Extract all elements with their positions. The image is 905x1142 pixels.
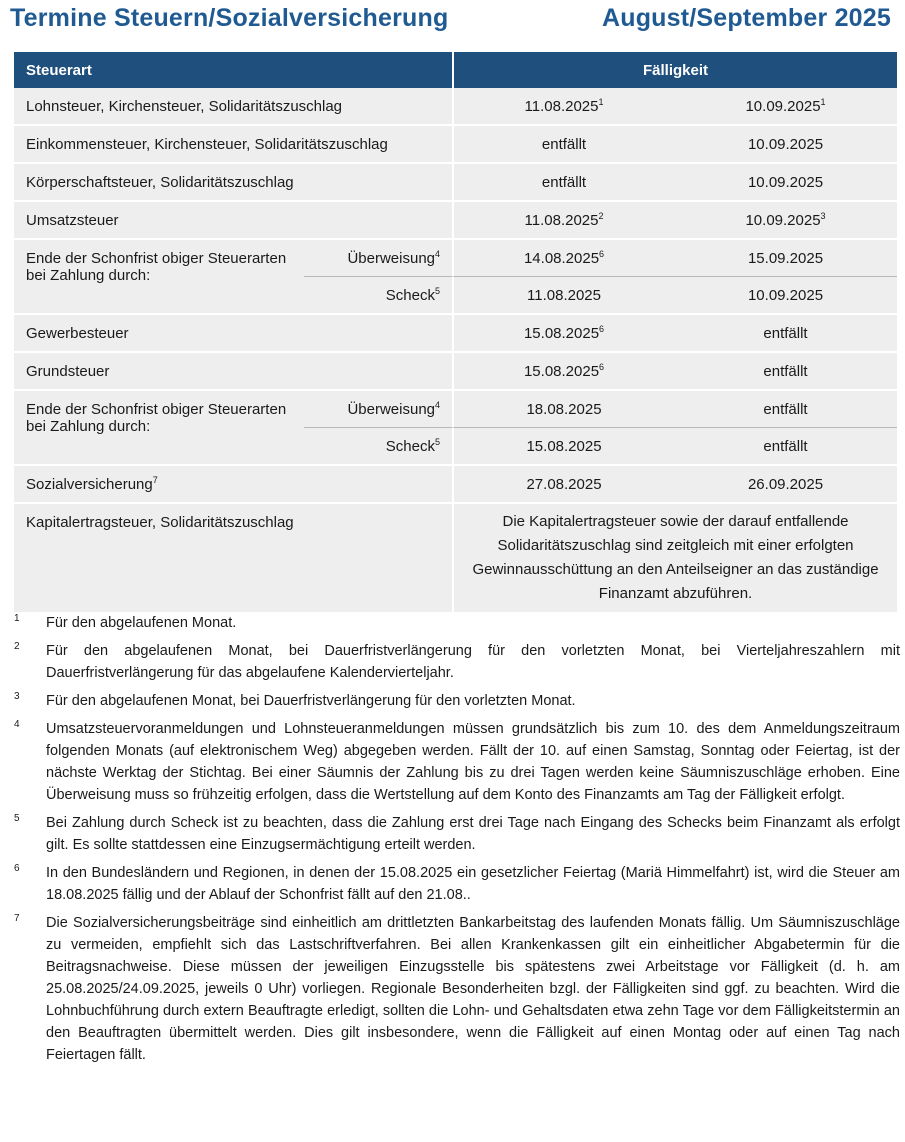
date-august: 14.08.2025$^6$: [452, 240, 674, 277]
header-steuerart: Steuerart: [14, 52, 452, 88]
table-row: [14, 391, 897, 428]
scheck-label: Scheck$^5$: [304, 277, 452, 315]
date-august: 15.08.2025: [452, 428, 674, 466]
table-row: [14, 240, 897, 277]
date-september: entfällt: [674, 391, 897, 428]
footnote-number: 2: [14, 641, 20, 652]
date-august: 27.08.2025: [452, 466, 674, 504]
kapital-note: Die Kapitalertragsteuer sowie der darauf entfallende Solidaritätszuschlag sind zeitgleich mit einer erfolgten Gewinnausschüttung an den Anteilseigner an das zuständige Finanzamt abzuführen.: [452, 504, 897, 614]
footnote-number: 5: [14, 813, 20, 824]
footnote-number: 4: [14, 719, 20, 730]
date-september: 10.09.2025: [674, 164, 897, 202]
date-september: entfällt: [674, 315, 897, 353]
date-august: 15.08.2025$^6$: [452, 353, 674, 391]
date-august: entfällt: [452, 126, 674, 164]
table-row: [14, 315, 897, 353]
footnote-number: 6: [14, 863, 20, 874]
scheck-label: Scheck$^5$: [304, 428, 452, 466]
footnote-text: Umsatzsteuervoranmeldungen und Lohnsteueranmeldungen müssen grundsätzlich bis zum 10. des dem Anmeldungszeitraum folgenden Monats (auf elektronischem Weg) abgegeben werden. Fällt der 10. auf einen Samstag, Sonntag oder Feiertag, ist der nächste Werktag der Stichtag. Bei einer Säumnis der Zahlung bis zu drei Tagen werden keine Säumniszuschläge erhoben. Eine Überweisung muss so frühzeitig erfolgen, dass die Wertstellung auf dem Konto des Finanzamts am Tag der Fälligkeit erfolgt.: [46, 721, 900, 803]
table-row: [14, 353, 897, 391]
date-september: 10.09.2025: [674, 126, 897, 164]
footnote-text: Für den abgelaufenen Monat, bei Dauerfristverlängerung für den vorletzten Monat, bei Vierteljahreszahlern mit Dauerfristverlängerung für das abgelaufene Kalendervierteljahr.: [46, 643, 900, 681]
table-row: [14, 88, 897, 126]
date-august: 11.08.2025$^1$: [452, 88, 674, 126]
table-row: [14, 164, 897, 202]
footnote-number: 3: [14, 691, 20, 702]
footnote: [14, 612, 900, 634]
tax-schedule-table: [14, 52, 897, 614]
table-header-row: [14, 52, 897, 88]
footnote: [14, 912, 900, 1066]
footnote-text: Für den abgelaufenen Monat.: [46, 615, 237, 631]
table-row: [14, 466, 897, 504]
footnote: [14, 812, 900, 856]
ueberweisung-label: Überweisung$^4$: [304, 391, 452, 428]
footnote-number: 1: [14, 613, 20, 624]
footnote: [14, 640, 900, 684]
footnote: [14, 718, 900, 806]
schonfrist-label: Ende der Schonfrist obiger Steuerarten bei Zahlung durch:: [14, 391, 304, 466]
table-row: [14, 504, 897, 614]
header: [0, 0, 905, 44]
footnote-number: 7: [14, 913, 20, 924]
row-label: Sozialversicherung$^7$: [14, 466, 452, 504]
date-september: 10.09.2025$^3$: [674, 202, 897, 240]
row-label: Kapitalertragsteuer, Solidaritätszuschlag: [14, 504, 452, 614]
footnote: [14, 862, 900, 906]
row-label: Einkommensteuer, Kirchensteuer, Solidaritätszuschlag: [14, 126, 452, 164]
row-label: Lohnsteuer, Kirchensteuer, Solidaritätszuschlag: [14, 88, 452, 126]
date-august: 18.08.2025: [452, 391, 674, 428]
footnote-text: In den Bundesländern und Regionen, in denen der 15.08.2025 ein gesetzlicher Feiertag (Mariä Himmelfahrt) ist, wird die Steuer am 18.08.2025 fällig und der Ablauf der Schonfrist fällt auf den 21.08..: [46, 865, 900, 903]
footnote-text: Für den abgelaufenen Monat, bei Dauerfristverlängerung für den vorletzten Monat.: [46, 693, 576, 709]
date-august: 11.08.2025: [452, 277, 674, 315]
date-august: 11.08.2025$^2$: [452, 202, 674, 240]
row-label: Gewerbesteuer: [14, 315, 452, 353]
page-title: Termine Steuern/Sozialversicherung: [10, 4, 449, 32]
footnote: [14, 690, 900, 712]
date-august: 15.08.2025$^6$: [452, 315, 674, 353]
footnotes: [14, 612, 900, 1072]
header-faelligkeit: Fälligkeit: [452, 52, 897, 88]
period-title: August/September 2025: [601, 4, 891, 32]
row-label: Körperschaftsteuer, Solidaritätszuschlag: [14, 164, 452, 202]
ueberweisung-label: Überweisung$^4$: [304, 240, 452, 277]
row-label: Grundsteuer: [14, 353, 452, 391]
row-label: Umsatzsteuer: [14, 202, 452, 240]
table-row: [14, 126, 897, 164]
table-row: [14, 202, 897, 240]
date-september: entfällt: [674, 428, 897, 466]
date-september: 10.09.2025$^1$: [674, 88, 897, 126]
date-september: entfällt: [674, 353, 897, 391]
date-september: 26.09.2025: [674, 466, 897, 504]
schonfrist-label: Ende der Schonfrist obiger Steuerarten bei Zahlung durch:: [14, 240, 304, 315]
date-september: 15.09.2025: [674, 240, 897, 277]
date-september: 10.09.2025: [674, 277, 897, 315]
date-august: entfällt: [452, 164, 674, 202]
footnote-text: Bei Zahlung durch Scheck ist zu beachten, dass die Zahlung erst drei Tage nach Eingang des Schecks beim Finanzamt als erfolgt gilt. Es sollte stattdessen eine Einzugsermächtigung erteilt werden.: [46, 815, 900, 853]
footnote-text: Die Sozialversicherungsbeiträge sind einheitlich am drittletzten Bankarbeitstag des laufenden Monats fällig. Um Säumniszuschläge zu vermeiden, empfiehlt sich das Lastschriftverfahren. Bei allen Krankenkassen gilt ein einheitlicher Abgabetermin für die Beitragsnachweise. Diese müssen der jeweiligen Einzugsstelle bis spätestens zwei Arbeitstage vor Fälligkeit (d. h. am 25.08.2025/24.09.2025, jeweils 0 Uhr) vorliegen. Regionale Besonderheiten bzgl. der Fälligkeiten sind ggf. zu beachten. Wird die Lohnbuchführung durch extern Beauftragte erledigt, sollten die Lohn- und Gehaltsdaten etwa zehn Tage vor dem Fälligkeitstermin an den Beauftragten übermittelt werden. Dies gilt insbesondere, wenn die Fälligkeit auf einen Montag oder auf einen Tag nach Feiertagen fällt.: [46, 915, 900, 1063]
